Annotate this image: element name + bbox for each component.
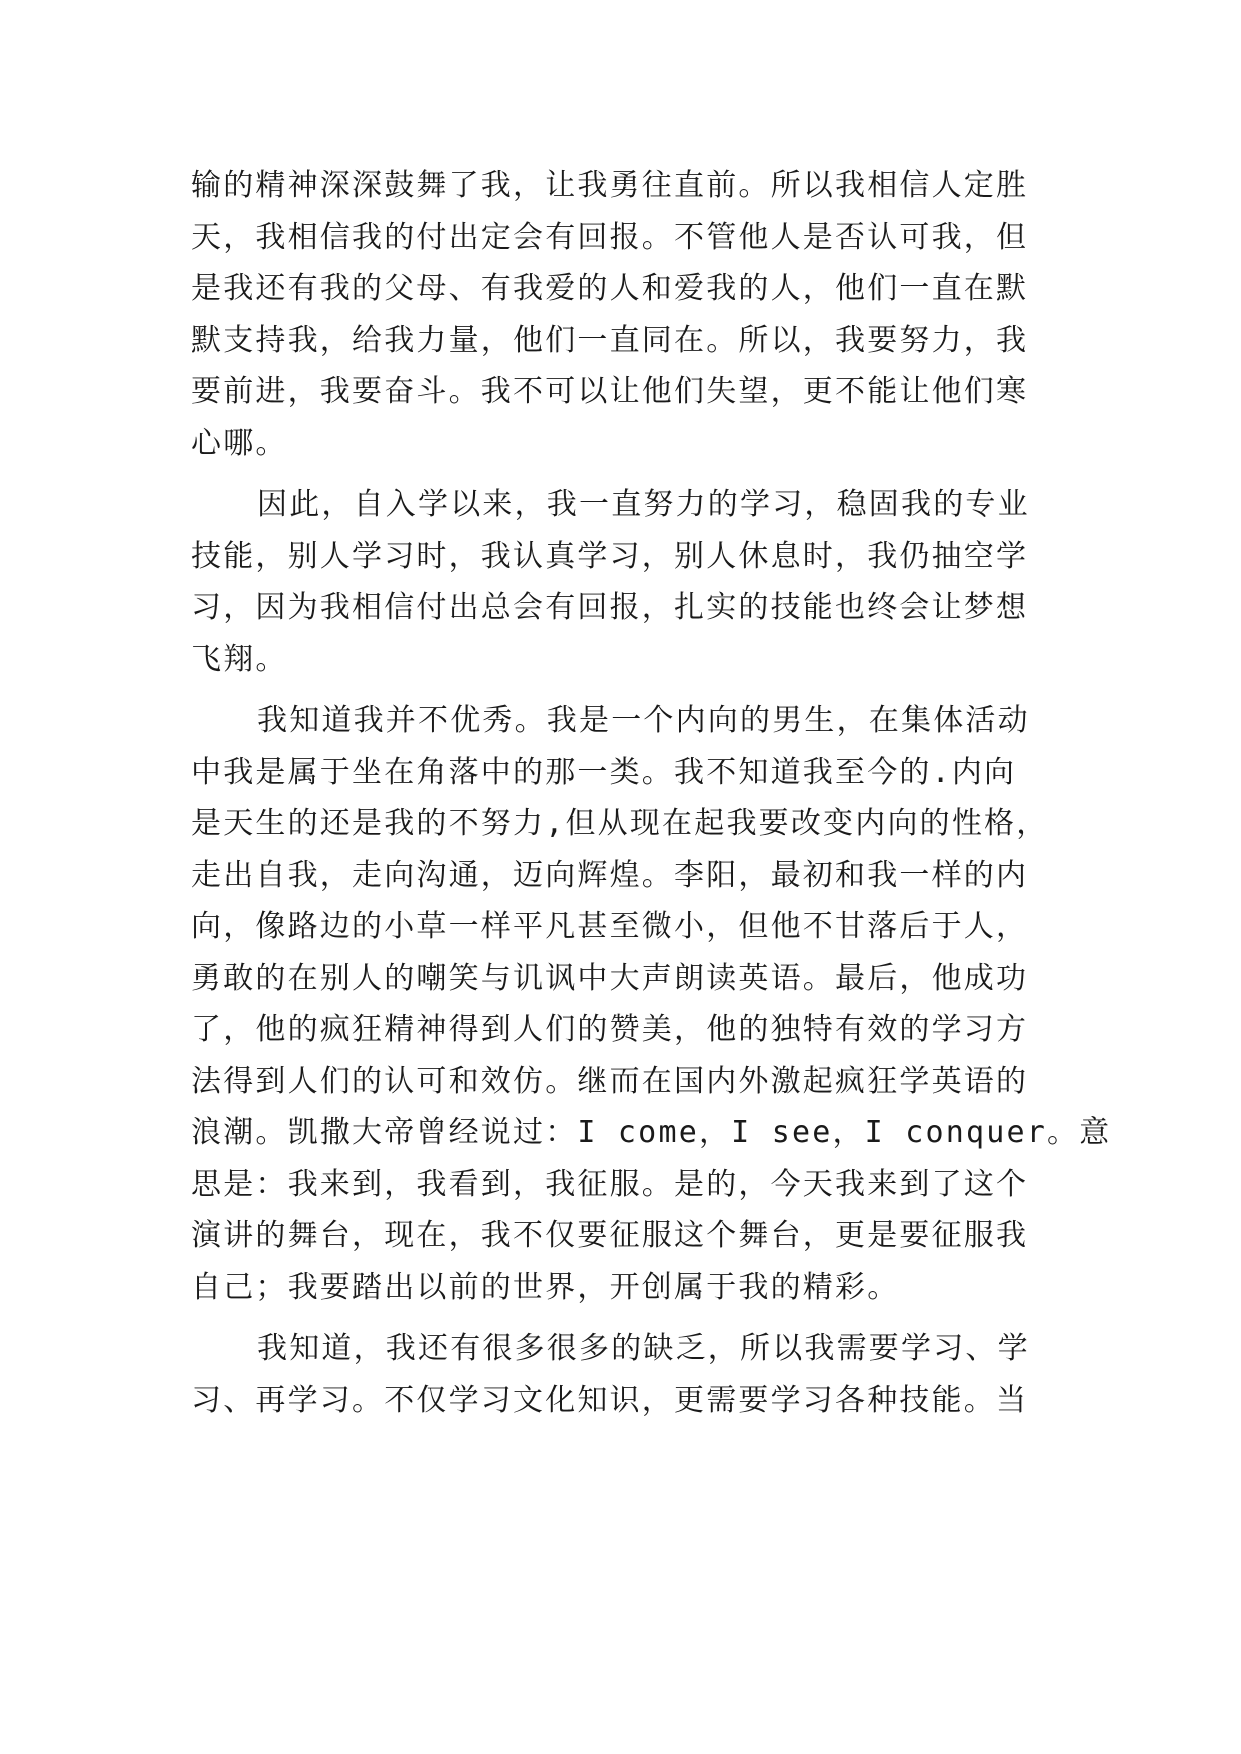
text-line: 我知道，我还有很多很多的缺乏，所以我需要学习、学 [257, 1331, 1030, 1366]
text-line: 法得到人们的认可和效仿。继而在国内外激起疯狂学英语的 [191, 1063, 1029, 1099]
text-line: 心哪。 [191, 425, 288, 461]
text-line: 飞翔。 [191, 641, 288, 677]
text-line: 了，他的疯狂精神得到人们的赞美，他的独特有效的学习方 [191, 1012, 1029, 1047]
text-line: 思是：我来到，我看到，我征服。是的，今天我来到了这个 [191, 1166, 1029, 1202]
text-line: 技能，别人学习时，我认真学习，别人休息时，我仍抽空学 [191, 538, 1029, 574]
text-line: 勇敢的在别人的嘲笑与讥讽中大声朗读英语。最后，他成功 [191, 960, 1029, 996]
paragraph-3 [191, 695, 1112, 1313]
text-line: 是我还有我的父母、有我爱的人和爱我的人，他们一直在默 [191, 271, 1029, 306]
text-line: 我知道我并不优秀。我是一个内向的男生，在集体活动 [257, 703, 1030, 738]
text-line: 默支持我，给我力量，他们一直同在。所以，我要努力，我 [191, 322, 1029, 358]
text-line: 习、再学习。不仅学习文化知识，更需要学习各种技能。当 [191, 1382, 1029, 1418]
text-line: 因此，自入学以来，我一直努力的学习，稳固我的专业 [257, 487, 1030, 522]
text-line: 浪潮。凯撒大帝曾经说过：I come，I see，I conquer。意 [191, 1115, 1112, 1150]
text-line: 习，因为我相信付出总会有回报，扎实的技能也终会让梦想 [191, 590, 1029, 625]
text-line: 走出自我，走向沟通，迈向辉煌。李阳，最初和我一样的内 [191, 857, 1029, 893]
text-line: 要前进，我要奋斗。我不可以让他们失望，更不能让他们寒 [191, 374, 1029, 409]
paragraph-1 [191, 160, 1061, 469]
paragraph-4 [191, 1323, 1061, 1426]
text-line: 演讲的舞台，现在，我不仅要征服这个舞台，更是要征服我 [191, 1218, 1029, 1253]
text-line: 是天生的还是我的不努力,但从现在起我要改变内向的性格， [191, 806, 1049, 841]
text-line: 中我是属于坐在角落中的那一类。我不知道我至今的.内向 [191, 754, 1017, 790]
document-body [191, 160, 1112, 1426]
paragraph-2 [191, 479, 1061, 685]
text-line: 向，像路边的小草一样平凡甚至微小，但他不甘落后于人， [191, 909, 1029, 944]
text-line: 天，我相信我的付出定会有回报。不管他人是否认可我，但 [191, 219, 1029, 255]
text-line: 自己；我要踏出以前的世界，开创属于我的精彩。 [191, 1269, 900, 1305]
text-line: 输的精神深深鼓舞了我，让我勇往直前。所以我相信人定胜 [191, 168, 1029, 203]
